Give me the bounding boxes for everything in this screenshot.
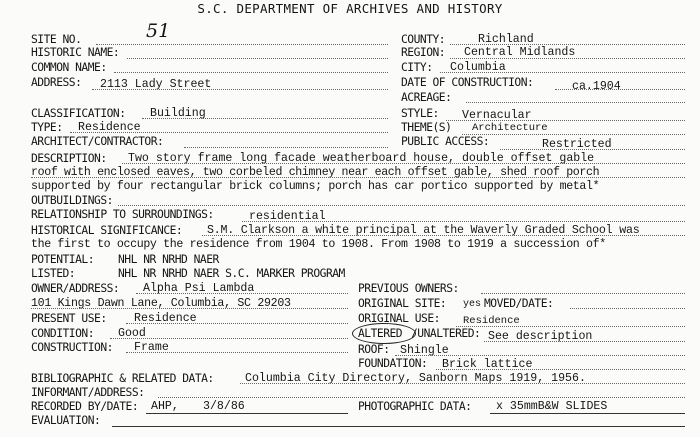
listed-options: NHL NR NRHD NAER S.C. MARKER PROGRAM xyxy=(118,267,345,280)
historical-significance-label: HISTORICAL SIGNIFICANCE: xyxy=(31,224,183,237)
foundation-value: Brick lattice xyxy=(442,358,533,371)
foundation-label: FOUNDATION: xyxy=(358,357,428,370)
construction-line xyxy=(126,352,348,353)
relationship-label: RELATIONSHIP TO SURROUNDINGS: xyxy=(31,208,214,221)
city-value: Columbia xyxy=(450,61,506,74)
relationship-value: residential xyxy=(249,210,326,223)
type-label: TYPE: xyxy=(31,121,63,134)
listed-label: LISTED: xyxy=(31,267,76,280)
outbuildings-label: OUTBUILDINGS: xyxy=(31,194,113,207)
condition-value: Good xyxy=(118,327,146,340)
description-rule-2 xyxy=(31,177,685,178)
address-line xyxy=(92,89,388,90)
photographic-data-label: PHOTOGRAPHIC DATA: xyxy=(358,400,472,413)
region-value: Central Midlands xyxy=(464,46,576,59)
roof-value: Shingle xyxy=(400,344,449,357)
description-line-2: roof with enclosed eaves, two corbeled chimney near each offset gable, shed roof porch xyxy=(31,166,600,179)
owner-line xyxy=(136,293,348,294)
moved-date-line xyxy=(570,308,685,309)
address-value: 2113 Lady Street xyxy=(100,78,212,91)
region-line xyxy=(450,58,685,59)
owner-name-value: Alpha Psi Lambda xyxy=(143,282,255,295)
acreage-label: ACREAGE: xyxy=(401,91,452,104)
type-line xyxy=(70,132,388,133)
architect-label: ARCHITECT/CONTRACTOR: xyxy=(31,135,164,148)
present-use-label: PRESENT USE: xyxy=(31,312,107,325)
original-use-value: Residence xyxy=(463,315,520,327)
altered-label: ALTERED xyxy=(358,327,403,340)
owner-address-label: OWNER/ADDRESS: xyxy=(31,282,120,295)
address-label: ADDRESS: xyxy=(31,76,82,89)
recorded-by-value: AHP, xyxy=(151,400,179,413)
historical-significance-line-2: the first to occupy the residence from 1904 to 1908. From 1908 to 1919 a succession of* xyxy=(31,238,606,251)
moved-date-label: MOVED/DATE: xyxy=(484,297,554,310)
site-no-line xyxy=(96,44,388,45)
acreage-line xyxy=(466,102,685,103)
condition-line xyxy=(110,338,348,339)
previous-owners-label: PREVIOUS OWNERS: xyxy=(358,282,459,295)
description-label: DESCRIPTION: xyxy=(31,152,107,165)
architect-line xyxy=(184,147,388,148)
style-label: STYLE: xyxy=(401,107,439,120)
date-of-construction-label: DATE OF CONSTRUCTION: xyxy=(401,76,534,89)
unaltered-line xyxy=(484,341,685,342)
original-site-label: ORIGINAL SITE: xyxy=(358,297,447,310)
city-line xyxy=(440,72,685,73)
classification-value: Building xyxy=(150,107,206,120)
description-line-3: supported by four rectangular brick columns; porch has car portico supported by metal* xyxy=(31,180,600,193)
condition-label: CONDITION: xyxy=(31,327,95,340)
outbuildings-line xyxy=(118,205,685,206)
recorded-date-value: 3/8/86 xyxy=(203,400,245,413)
present-use-value: Residence xyxy=(134,312,197,325)
themes-label: THEME(S) xyxy=(401,121,452,134)
construction-value: Frame xyxy=(134,341,169,354)
description-line-1: Two story frame long facade weatherboard house, double offset gable xyxy=(128,152,595,165)
county-line xyxy=(450,44,685,45)
roof-label: ROOF: xyxy=(358,343,390,356)
historic-name-line xyxy=(127,58,388,59)
city-label: CITY: xyxy=(401,61,433,74)
historical-significance-rule-1 xyxy=(202,235,685,236)
original-use-line xyxy=(456,326,685,327)
evaluation-label: EVALUATION: xyxy=(31,414,101,427)
photographic-data-line xyxy=(490,413,685,414)
roof-line xyxy=(395,355,685,356)
date-line xyxy=(555,89,685,90)
themes-line xyxy=(462,134,685,135)
photographic-data-value: x 35mmB&W SLIDES xyxy=(496,400,608,413)
common-name-label: COMMON NAME: xyxy=(31,61,107,74)
form-header: S.C. DEPARTMENT OF ARCHIVES AND HISTORY xyxy=(197,1,503,16)
previous-owners-line xyxy=(481,293,685,294)
unaltered-label: /UNALTERED: xyxy=(411,327,481,340)
original-site-value: yes xyxy=(463,299,482,310)
public-access-line xyxy=(500,149,685,150)
bibliographic-label: BIBLIOGRAPHIC & RELATED DATA: xyxy=(31,372,214,385)
construction-label: CONSTRUCTION: xyxy=(31,341,113,354)
present-use-line xyxy=(126,323,348,324)
informant-line xyxy=(158,397,685,398)
potential-label: POTENTIAL: xyxy=(31,253,95,266)
foundation-line xyxy=(436,369,685,370)
site-no-label: SITE NO. xyxy=(31,33,82,46)
style-value: Vernacular xyxy=(462,109,532,122)
county-value: Richland xyxy=(478,33,534,46)
altered-circle-mark xyxy=(352,323,416,344)
original-use-label: ORIGINAL USE: xyxy=(358,312,440,325)
informant-label: INFORMANT/ADDRESS: xyxy=(31,386,145,399)
recorded-by-line xyxy=(146,413,348,414)
classification-label: CLASSIFICATION: xyxy=(31,107,126,120)
historical-significance-line-1: S.M. Clarkson a white principal at the Waverly Graded School was xyxy=(207,224,640,237)
owner-address-line xyxy=(31,308,348,309)
bibliographic-line xyxy=(240,383,685,384)
evaluation-line xyxy=(112,426,685,427)
potential-options: NHL NR NRHD NAER xyxy=(118,253,219,266)
region-label: REGION: xyxy=(401,46,446,59)
bibliographic-value: Columbia City Directory, Sanborn Maps 1919, 1956. xyxy=(245,372,586,385)
public-access-label: PUBLIC ACCESS: xyxy=(401,135,490,148)
description-rule-1 xyxy=(122,163,685,164)
site-no-value: 51 xyxy=(146,20,171,42)
historic-name-label: HISTORIC NAME: xyxy=(31,46,120,59)
county-label: COUNTY: xyxy=(401,33,446,46)
public-access-value: Restricted xyxy=(542,138,612,151)
themes-value: Architecture xyxy=(472,122,548,134)
style-line xyxy=(446,120,685,121)
unaltered-value: See description xyxy=(488,330,593,343)
common-name-line xyxy=(114,72,388,73)
recorded-by-label: RECORDED BY/DATE: xyxy=(31,400,139,413)
relationship-line xyxy=(242,221,685,222)
owner-address-value: 101 Kings Dawn Lane, Columbia, SC 29203 xyxy=(31,297,291,310)
date-of-construction-value: ca.1904 xyxy=(572,80,621,93)
classification-line xyxy=(142,118,388,119)
type-value: Residence xyxy=(78,121,141,134)
